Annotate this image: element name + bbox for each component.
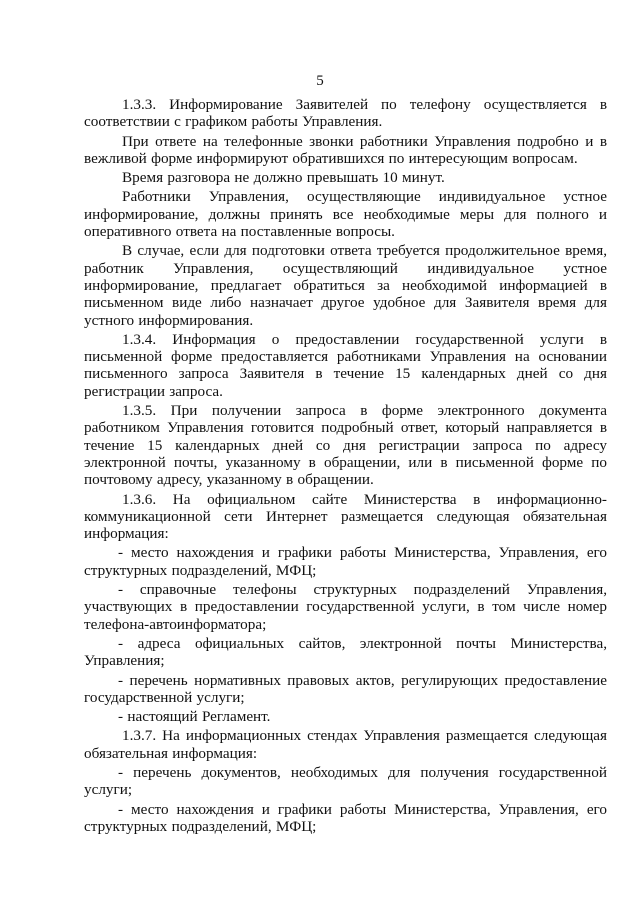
list-item-location-schedule: - место нахождения и графики работы Министерства, Управления, его структурных подразделений, МФЦ; (84, 544, 607, 579)
list-item-legal-acts: - перечень нормативных правовых актов, регулирующих предоставление государственной услуги; (84, 671, 607, 706)
list-item-document-list: - перечень документов, необходимых для получения государственной услуги; (84, 763, 607, 799)
paragraph-1-3-4: 1.3.4. Информация о предоставлении государственной услуги в письменной форме предоставляется работниками Управления на основании письменного запроса Заявителя в течение 15 календарных дней со дня регистрации запроса. (84, 330, 607, 400)
paragraph-call-duration: Время разговора не должно превышать 10 минут. (122, 169, 445, 187)
page-number: 5 (316, 73, 324, 89)
paragraph-1-3-6: 1.3.6. На официальном сайте Министерства в информационно-коммуникационной сети Интернет размещается следующая обязательная информация: (84, 490, 607, 543)
list-item-reference-phones: - справочные телефоны структурных подразделений Управления, участвующих в предоставлении государственной услуги, в том числе номер телефона-автоинформатора; (84, 581, 607, 633)
paragraph-staff-duties: Работники Управления, осуществляющие индивидуальное устное информирование, должны принять все необходимые меры для полного и оперативного ответа на поставленные вопросы. (84, 188, 607, 241)
paragraph-1-3-3: 1.3.3. Информирование Заявителей по телефону осуществляется в соответствии с графиком работы Управления. (84, 96, 607, 131)
paragraph-long-answer: В случае, если для подготовки ответа требуется продолжительное время, работник Управления, осуществляющий индивидуальное устное информирование, предлагает обратиться за необходимой информацией в письменном виде либо назначает другое удобное для Заявителя время для устного информирования. (84, 242, 607, 329)
paragraph-1-3-7: 1.3.7. На информационных стендах Управления размещается следующая обязательная информация: (84, 727, 607, 762)
list-item-regulation: - настоящий Регламент. (118, 708, 271, 726)
document-body (84, 96, 607, 837)
paragraph-1-3-5: 1.3.5. При получении запроса в форме электронного документа работником Управления готовится подробный ответ, который направляется в течение 15 календарных дней со дня регистрации запроса по адресу электронной почты, указанному в обращении, или в письменной форме по почтовому адресу, указанному в обращении. (84, 402, 607, 489)
list-item-location-schedule-stands: - место нахождения и графики работы Министерства, Управления, его структурных подразделений, МФЦ; (84, 800, 607, 835)
paragraph-phone-answer: При ответе на телефонные звонки работники Управления подробно и в вежливой форме информируют обратившихся по интересующим вопросам. (84, 132, 607, 167)
list-item-website-addresses: - адреса официальных сайтов, электронной почты Министерства, Управления; (84, 634, 607, 670)
